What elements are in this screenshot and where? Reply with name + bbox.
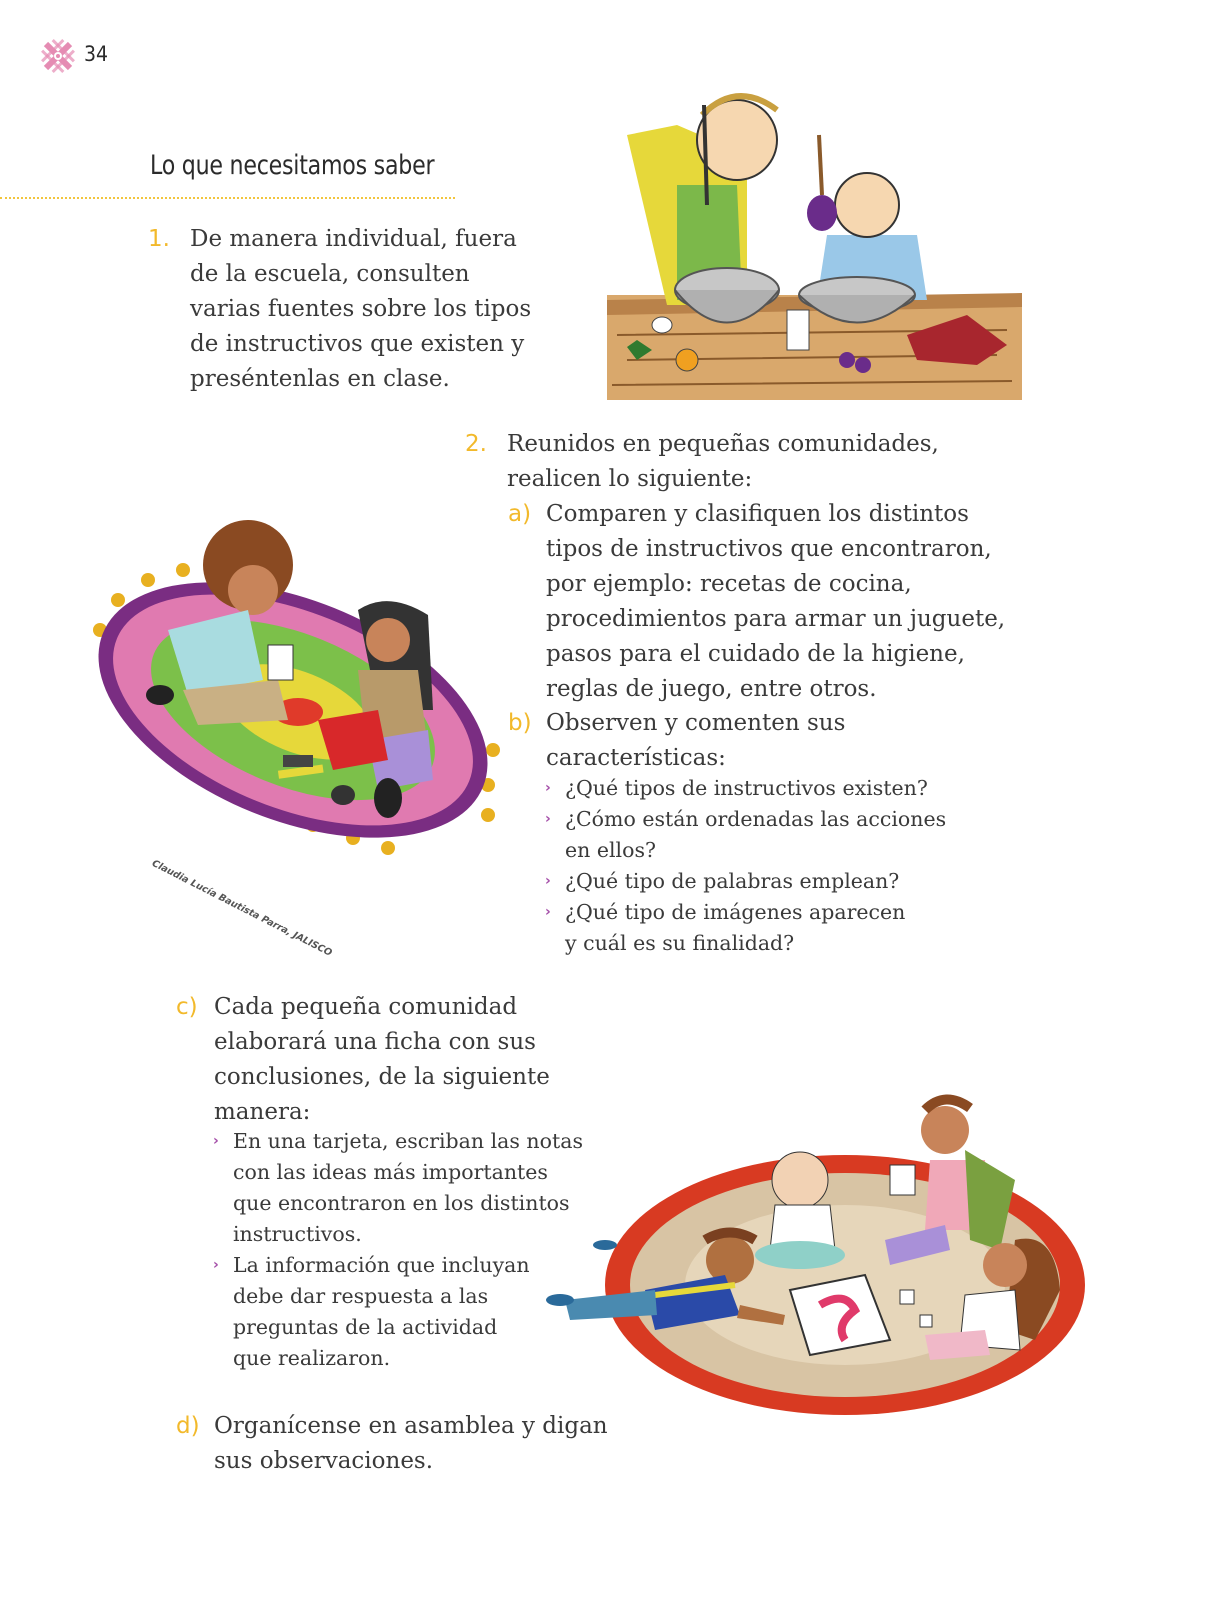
item-d-text	[214, 1409, 608, 1479]
text-line: Cada pequeña comunidad	[214, 994, 518, 1020]
bullet-line: preguntas de la actividad	[233, 1315, 498, 1339]
text-line: conclusiones, de la siguiente	[214, 1064, 550, 1090]
text-line: pasos para el cuidado de la higiene,	[546, 641, 965, 667]
item-2-text	[507, 427, 939, 497]
bullet-icon: ›	[545, 811, 551, 827]
question-item: en ellos?	[565, 838, 656, 862]
book-logo-icon	[40, 38, 76, 74]
item-number-2: 2.	[465, 431, 487, 457]
bullet-line: debe dar respuesta a las	[233, 1284, 489, 1308]
item-number-1: 1.	[148, 226, 170, 252]
text-line: características:	[546, 745, 726, 771]
item-c-text	[214, 990, 550, 1130]
text-line: realicen lo siguiente:	[507, 466, 753, 492]
text-line: manera:	[214, 1099, 311, 1125]
bullet-icon: ›	[545, 873, 551, 889]
text-line: Organícense en asamblea y digan	[214, 1413, 608, 1439]
ficha-instructions-list	[213, 1126, 583, 1374]
question-item: ¿Qué tipo de imágenes aparecen	[565, 900, 906, 924]
text-line: por ejemplo: recetas de cocina,	[546, 571, 912, 597]
text-line: elaborará una ficha con sus	[214, 1029, 536, 1055]
bullet-icon: ›	[213, 1133, 219, 1149]
bullet-icon: ›	[545, 904, 551, 920]
item-b-text	[546, 706, 845, 776]
bullet-line: que encontraron en los distintos	[233, 1191, 570, 1215]
bullet-line: La información que incluyan	[233, 1253, 530, 1277]
text-line: De manera individual, fuera	[190, 226, 517, 252]
bullet-line: con las ideas más importantes	[233, 1160, 548, 1184]
board-game-kids-illustration	[545, 1090, 1090, 1420]
text-line: procedimientos para armar un juguete,	[546, 606, 1006, 632]
text-line: de la escuela, consulten	[190, 261, 470, 287]
question-item: ¿Qué tipos de instructivos existen?	[565, 776, 928, 800]
bullet-line: instructivos.	[233, 1222, 362, 1246]
bullet-line: En una tarjeta, escriban las notas	[233, 1129, 583, 1153]
item-letter-b: b)	[508, 710, 532, 736]
text-line: de instructivos que existen y	[190, 331, 525, 357]
item-letter-a: a)	[508, 501, 532, 527]
text-line: Observen y comenten sus	[546, 710, 846, 736]
text-line: Reunidos en pequeñas comunidades,	[507, 431, 939, 457]
question-item: ¿Cómo están ordenadas las acciones	[565, 807, 947, 831]
text-line: tipos de instructivos que encontraron,	[546, 536, 992, 562]
question-item: y cuál es su finalidad?	[565, 931, 795, 955]
item-letter-c: c)	[176, 994, 198, 1020]
illustration-credit: Claudia Lucía Bautista Parra, JALISCO	[150, 858, 334, 959]
section-heading: Lo que necesitamos saber	[150, 150, 435, 181]
question-item: ¿Qué tipo de palabras emplean?	[565, 869, 900, 893]
text-line: sus observaciones.	[214, 1448, 434, 1474]
text-line: reglas de juego, entre otros.	[546, 676, 877, 702]
heading-rule	[0, 197, 455, 199]
girls-on-rug-illustration	[88, 520, 500, 860]
item-a-text	[546, 497, 1005, 707]
text-line: Comparen y clasifiquen los distintos	[546, 501, 969, 527]
questions-list	[545, 773, 947, 959]
bullet-line: que realizaron.	[233, 1346, 391, 1370]
item-1-text	[190, 222, 531, 397]
item-letter-d: d)	[176, 1413, 200, 1439]
bullet-icon: ›	[545, 780, 551, 796]
text-line: varias fuentes sobre los tipos	[190, 296, 532, 322]
cooking-kids-illustration	[607, 85, 1022, 405]
text-line: preséntenlas en clase.	[190, 366, 450, 392]
page-number: 34	[84, 42, 109, 66]
bullet-icon: ›	[213, 1257, 219, 1273]
